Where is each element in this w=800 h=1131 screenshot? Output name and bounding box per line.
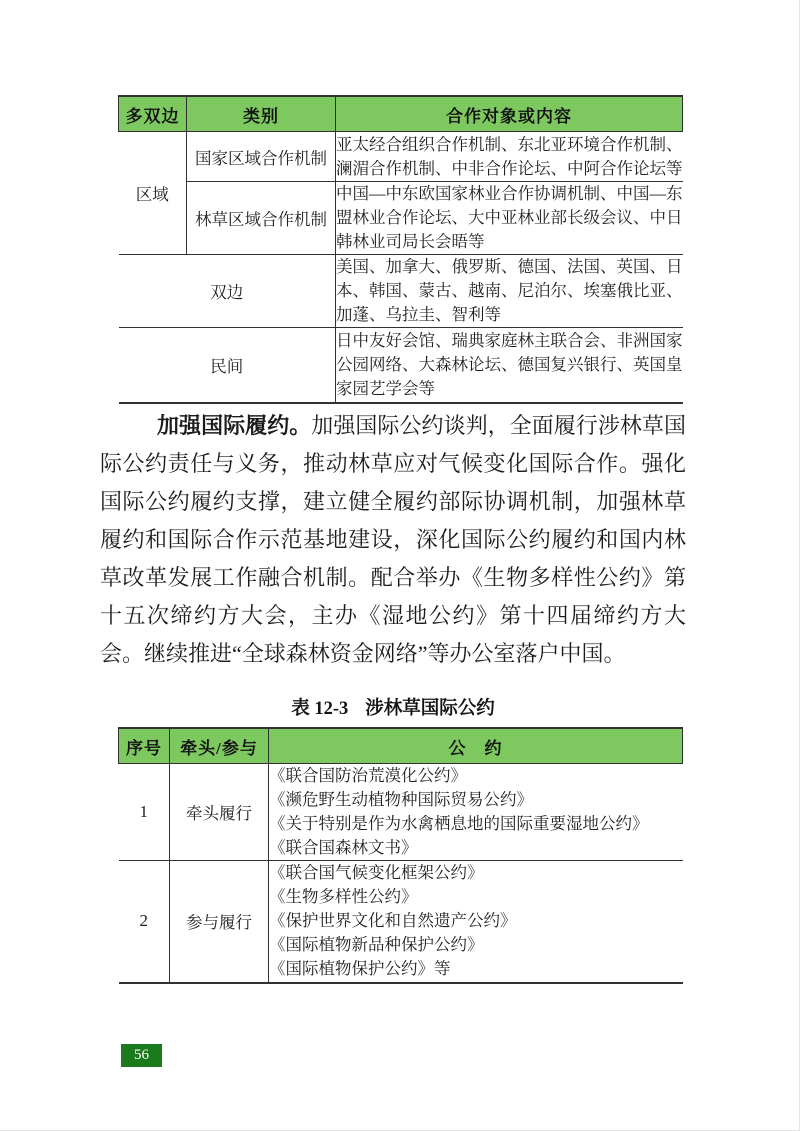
- cell-content-forestgrass: 中国—中东欧国家林业合作协调机制、中国—东盟林业合作论坛、大中亚林业部长级会议、中日韩林业司局长会晤等: [336, 182, 683, 255]
- cell-role-lead: 牵头履行: [170, 764, 269, 861]
- cell-scope-bilateral: 双边: [119, 255, 336, 328]
- cell-role-participate: 参与履行: [170, 861, 269, 983]
- table1-header-category: 类别: [187, 96, 336, 132]
- cell-content-national: 亚太经合组织合作机制、东北亚环境合作机制、澜湄合作机制、中非合作论坛、中阿合作论坛等: [336, 132, 683, 182]
- table1-row-bilateral: [119, 255, 683, 328]
- table2-header-row: [119, 728, 683, 764]
- convention-item: 《联合国防治荒漠化公约》: [269, 766, 467, 785]
- convention-item: 《联合国气候变化框架公约》: [269, 863, 484, 883]
- cell-scope-civil: 民间: [119, 328, 336, 403]
- page-number-badge: 56: [121, 1044, 162, 1067]
- table2-caption-title: 涉林草国际公约: [365, 699, 495, 719]
- table1-header-content: 合作对象或内容: [336, 96, 683, 132]
- table2-caption-label: 表 12-3: [291, 699, 349, 719]
- cell-no-1: 1: [119, 764, 170, 861]
- body-paragraph: [100, 407, 686, 673]
- cell-scope-region: 区域: [119, 132, 187, 255]
- convention-item: 《国际植物新品种保护公约》: [269, 935, 484, 955]
- convention-item: 《国际植物保护公约》等: [269, 959, 451, 979]
- table2-row-participate: [119, 861, 683, 983]
- table2-header-convention: 公 约: [269, 728, 683, 764]
- cell-category-national: 国家区域合作机制: [187, 132, 336, 182]
- cell-content-bilateral: 美国、加拿大、俄罗斯、德国、法国、英国、日本、韩国、蒙古、越南、尼泊尔、埃塞俄比亚、加蓬、乌拉圭、智利等: [336, 255, 683, 328]
- conventions-table: [118, 727, 683, 984]
- convention-item: 《保护世界文化和自然遗产公约》: [269, 911, 517, 931]
- paragraph-body-text: 加强国际公约谈判，全面履行涉林草国际公约责任与义务，推动林草应对气候变化国际合作。强化国际公约履约支撑，建立健全履约部际协调机制，加强林草履约和国际合作示范基地建设，深化国际公约履约和国内林草改革发展工作融合机制。配合举办《生物多样性公约》第十五次缔约方大会，主办《湿地公约》第十四届缔约方大会。继续推进“全球森林资金网络”等办公室落户中国。: [100, 413, 686, 666]
- cell-conventions-lead: [269, 764, 683, 861]
- multilateral-cooperation-table: [118, 95, 683, 404]
- table1-header-row: [119, 96, 683, 132]
- table2-row-lead: [119, 764, 683, 861]
- convention-item: 《关于特别是作为水禽栖息地的国际重要湿地公约》: [269, 814, 649, 833]
- table1-row-region-forestgrass: [119, 182, 683, 255]
- cell-no-2: 2: [119, 861, 170, 983]
- convention-item: 《生物多样性公约》: [269, 887, 418, 907]
- convention-item: 《濒危野生动植物种国际贸易公约》: [269, 790, 533, 809]
- cell-conventions-participate: [269, 861, 683, 983]
- cell-content-civil: 日中友好会馆、瑞典家庭林主联合会、非洲国家公园网络、大森林论坛、德国复兴银行、英国皇家园艺学会等: [336, 328, 683, 403]
- table2-caption: [100, 694, 686, 720]
- table1-header-scope: 多双边: [119, 96, 187, 132]
- cell-category-forestgrass: 林草区域合作机制: [187, 182, 336, 255]
- paragraph-lead-bold: 加强国际履约。: [157, 413, 312, 438]
- table2-header-role: 牵头/参与: [170, 728, 269, 764]
- table1-row-region-national: [119, 132, 683, 182]
- table1-row-civil: [119, 328, 683, 403]
- convention-item: 《联合国森林文书》: [269, 838, 418, 857]
- table2-header-no: 序号: [119, 728, 170, 764]
